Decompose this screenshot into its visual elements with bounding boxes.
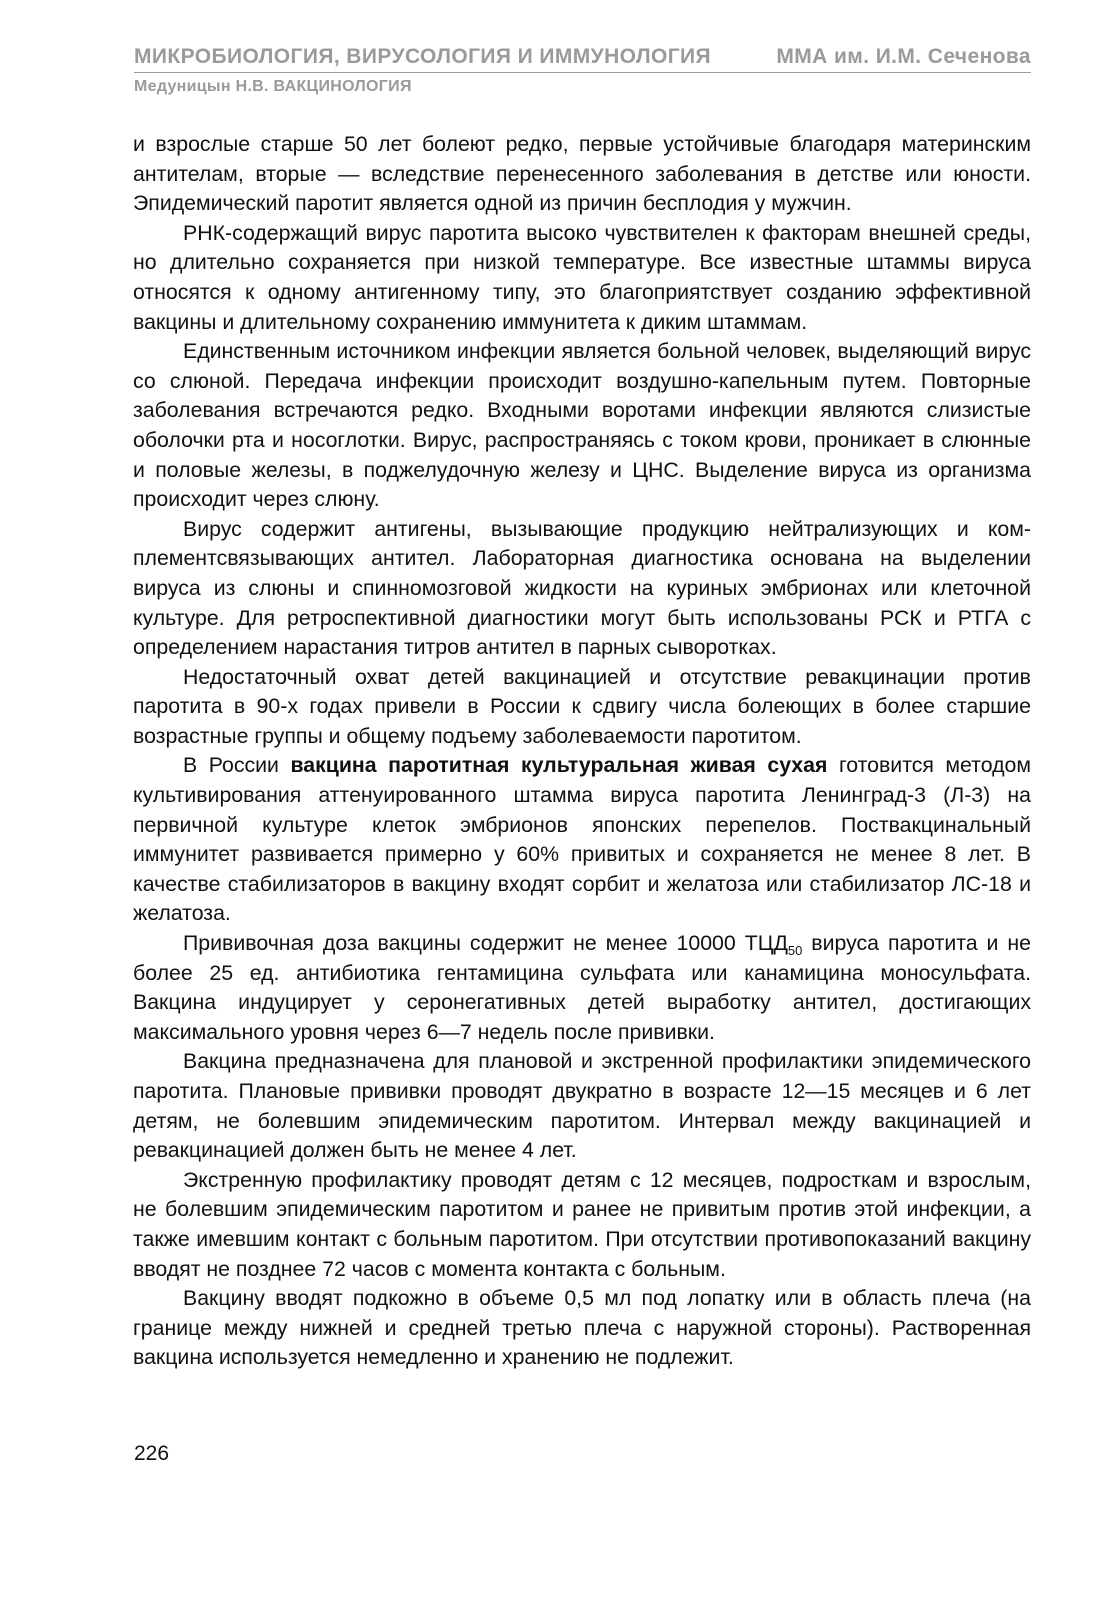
paragraph-7-lead: Прививочная доза вакцины содержит не менее 10000 ТЦД: [183, 931, 788, 956]
paragraph-7: [133, 929, 1031, 1047]
vaccine-name-bold: вакцина паротитная культуральная живая сухая: [290, 753, 828, 778]
paragraph-10: Вакцину вводят подкожно в объеме 0,5 мл под лопатку или в область плеча (на границе между нижней и средней третью плеча с наружной стороны). Растворенная вакцина используется немедленно и хранению не подлежит.: [133, 1286, 1031, 1370]
book-author-title: Медуницын Н.В. ВАКЦИНОЛОГИЯ: [134, 78, 412, 95]
paragraph-6: [133, 751, 1031, 929]
institution-name: ММА им. И.М. Сеченова: [776, 45, 1031, 68]
paragraph-5: Недостаточный охват детей вакцинацией и отсутствие ревакцинации против паротита в 90-х годах привели в России к сдвигу числа болеющих в более старшие возрастные группы и общему подъему заболеваемости паротитом.: [133, 664, 1031, 748]
paragraph-6-lead: В России: [183, 753, 291, 778]
paragraph-3: Единственным источником инфекции является больной человек, выделяющий вирус со слюной. Передача инфекции происходит воздушно-капельным путем. Повторные заболевания встречаются редко. Входными воротами инфекции являются слизистые оболочки рта и носоглотки. Вирус, распространяясь с током крови, проникает в слюнные и половые железы, в поджелудочную железу и ЦНС. Выделение вируса из организма происходит через слюну.: [133, 339, 1031, 512]
paragraph-7-rest: вируса паротита и не более 25 ед. антибиотика гентамицина сульфата или канамицина моносульфата. Вакцина индуцирует у серонегативных детей выработку антител, достигающих максимального уровня через 6—7 недель после прививки.: [133, 931, 1031, 1044]
body-text: [133, 130, 1031, 1373]
book-series-title: МИКРОБИОЛОГИЯ, ВИРУСОЛОГИЯ И ИММУНОЛОГИЯ: [134, 45, 712, 68]
running-head-top-line: [134, 44, 1031, 70]
paragraph-4: Вирус содержит антигены, вызывающие продукцию нейтрализующих и комплементсвязывающих антител. Лабораторная диагностика основана на выделении вируса из слюны и спинномозговой жидкости на куриных эмбрионах или клеточной культуре. Для ретроспективной диагностики могут быть использованы РСК и РТГА с определением нарастания титров антител в парных сыворотках.: [133, 516, 1031, 660]
page-number: 226: [134, 1442, 170, 1465]
paragraph-2: РНК-содержащий вирус паротита высоко чувствителен к факторам внешней среды, но длительно сохраняется при низкой температуре. Все известные штаммы вируса относятся к одному антигенному типу, это благоприятствует созданию эффективной вакцины и длительному сохранению иммунитета к диким штаммам.: [133, 220, 1031, 334]
paragraph-9: Экстренную профилактику проводят детям с 12 месяцев, подросткам и взрослым, не болевшим эпидемическим паротитом и ранее не привитым против этой инфекции, а также имевшим контакт с больным паротитом. При отсутствии противопоказаний вакцину вводят не позднее 72 часов с момента контакта с больным.: [133, 1167, 1031, 1281]
running-head: [134, 44, 1031, 73]
paragraph-6-rest: готовится методом культивирования аттенуированного штамма вируса паротита Ленинград-3 (Л-3) на первичной культуре клеток эмбрионов японских перепелов. Поствакцинальный иммунитет развивается примерно у 60% привитых и сохраняется не менее 8 лет. В качестве стабилизаторов в вакцину входят сорбит и желатоза или стабилизатор ЛС-18 и желатоза.: [133, 753, 1031, 926]
dose-subscript: 50: [787, 943, 803, 959]
paragraph-1: и взрослые старше 50 лет болеют редко, первые устойчивые благодаря материнским антителам, вторые — вследствие перенесенного заболевания в детстве или юности. Эпидемический паротит является одной из причин бесплодия у мужчин.: [133, 132, 1031, 216]
paragraph-8: Вакцина предназначена для плановой и экстренной профилактики эпидемического паротита. Плановые прививки проводят двукратно в возрасте 12—15 месяцев и 6 лет детям, не болевшим эпидемическим паротитом. Интервал между вакцинацией и ревакцинацией должен быть не менее 4 лет.: [133, 1049, 1031, 1163]
